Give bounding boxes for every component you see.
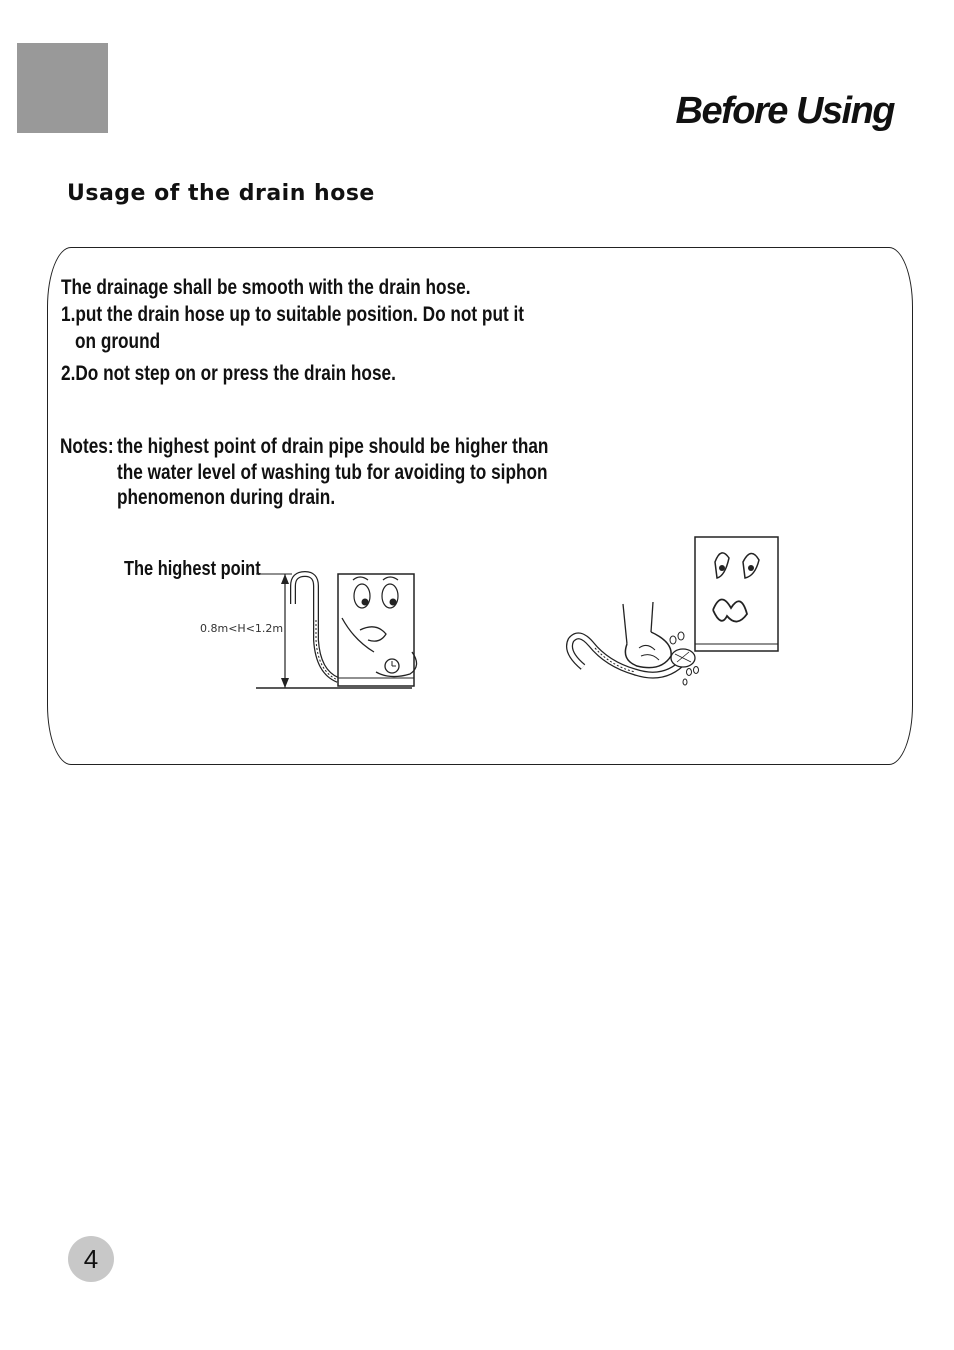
notes-label: Notes: xyxy=(60,435,114,458)
highest-point-label: The highest point xyxy=(124,558,261,580)
section-heading: Usage of the drain hose xyxy=(67,181,375,206)
notes-line-3: phenomenon during drain. xyxy=(117,486,336,509)
page-title: Before Using xyxy=(675,90,894,132)
intro-text: The drainage shall be smooth with the drain hose. xyxy=(61,276,471,299)
correct-hose-height-illustration xyxy=(250,560,430,700)
notes-line-1: the highest point of drain pipe should be higher than xyxy=(117,435,549,458)
notes-line-2: the water level of washing tub for avoiding to siphon xyxy=(117,461,548,484)
page-number: 4 xyxy=(83,1243,99,1274)
page-number-badge xyxy=(68,1236,114,1282)
height-range-label: 0.8m<H<1.2m xyxy=(200,622,284,635)
stepped-on-hose-illustration xyxy=(555,532,785,697)
instruction-1-line-2: on ground xyxy=(75,330,161,353)
instruction-2: 2.Do not step on or press the drain hose. xyxy=(61,362,396,385)
corner-tab-block xyxy=(17,43,108,133)
instruction-1-line-1: 1.put the drain hose up to suitable position. Do not put it xyxy=(61,303,525,326)
